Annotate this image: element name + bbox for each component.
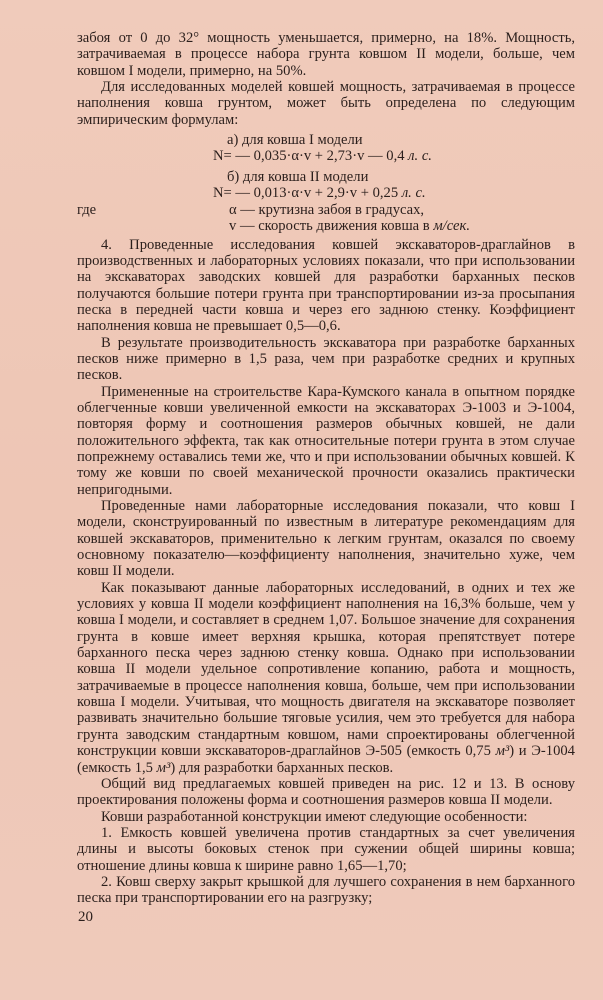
page-number: 20 [78, 909, 93, 925]
paragraph-features-intro: Ковши разработанной конструкции имеют следующие особенности: [101, 808, 528, 825]
formula-b-unit: л. с. [401, 185, 426, 202]
where-v [213, 218, 575, 234]
where-alpha: α — крутизна забоя в градусах, [229, 201, 425, 218]
paragraph-lab-data [77, 580, 575, 776]
where-v-text: v — скорость движения ковша в [229, 218, 430, 235]
formula-b-heading: б) для ковша II модели [227, 168, 369, 185]
unit-m3-b: м³ [156, 759, 171, 776]
paragraph-intro: забоя от 0 до 32° мощность уменьшается, примерно, на 18%. Мощность, затрачиваемая в процессе набора грунта ковшом II модели, больше, чем ковшом I модели, примерно, на 50%. [77, 30, 575, 79]
unit-m3-a: м³ [495, 743, 510, 760]
paragraph-formulas-intro: Для исследованных моделей ковшей мощность, затрачиваемая в процессе наполнения ковша грунтом, может быть определена по следующим эмпирическим формулам: [77, 79, 575, 128]
formula-a-expression: N= — 0,035·α·v + 2,73·v — 0,4 [213, 148, 405, 165]
formula-a-heading: а) для ковша I модели [227, 132, 363, 149]
where-v-unit: м/сек. [433, 218, 470, 235]
paragraph-productivity: В результате производительность экскаватора при разработке барханных песков ниже примерно в 1,5 раза, чем при разработке средних и крупных песков. [77, 334, 575, 384]
formula-b [77, 185, 575, 201]
formula-a [77, 148, 575, 164]
paragraph-figures: Общий вид предлагаемых ковшей приведен на рис. 12 и 13. В основу проектирования положены форма и соотношения размеров ковша II модели. [77, 775, 575, 809]
paragraph-kara-kum: Примененные на строительстве Кара-Кумского канала в опытном порядке облегченные ковши увеличенной емкости на экскаваторах Э-1003 и Э-1004, повторяя форму и соотношения размеров обычных ковшей, не дали положительного эффекта, так как относительные потери грунта в этом случае попрежнему оставались теми же, что и при использовании обычных ковшей. К тому же ковши по своей механической прочности оказались практически непригодными. [77, 383, 575, 498]
paragraph-feature-1: 1. Емкость ковшей увеличена против стандартных за счет увеличения длины и высоты боковых стенок при сужении общей ширины ковша; отношение длины ковша к ширине равно 1,65—1,70; [77, 824, 575, 874]
variable-definitions [77, 202, 575, 235]
paragraph-lab-data-a: Как показывают данные лабораторных исследований, в одних и тех же условиях у ковша II модели коэффициент наполнения на 16,3% больше, чем у ковша I модели, и составляет в среднем 1,07. Большое значение для сохранения грунта в ковше имеет верхняя крышка, которая препятствует потере барханного песка через заднюю стенку ковша. Однако при использовании ковша II модели удельное сопротивление копанию, работа и мощность, затрачиваемые в процессе наполнения ковша, больше, чем при использовании ковша I модели. Учитывая, что мощность двигателя на экскаваторе позволяет развивать значительно большие тяговые усилия, чем это требуется для набора грунта заводским стандартным ковшом, нами спроектированы облегченной конструкции ковши экскаваторов-драглайнов Э-505 (емкость 0,75 [77, 579, 575, 760]
formula-b-expression: N= — 0,013·α·v + 2,9·v + 0,25 [213, 185, 399, 202]
formula-a-unit: л. с. [408, 148, 432, 165]
where-lines [213, 202, 575, 235]
paragraph-4: 4. Проведенные исследования ковшей экскаваторов-драглайнов в производственных и лабораторных условиях показали, что при использовании на экскаваторах заводских ковшей для разработки барханных песков получаются большие потери грунта при транспортировании из-за просыпания песка в передней части ковша и через его заднюю стенку. Коэффициент наполнения ковша не превышает 0,5—0,6. [77, 236, 575, 335]
where-label: где [77, 201, 97, 218]
paragraph-feature-2: 2. Ковш сверху закрыт крышкой для лучшего сохранения в нем барханного песка при транспортировании его на разгрузку; [77, 873, 575, 907]
paragraph-lab-model-1: Проведенные нами лабораторные исследования показали, что ковш I модели, сконструированный по известным в литературе рекомендациям для ковшей экскаваторов, применительно к легким грунтам, оказался по своему основному показателю—коэффициенту наполнения, значительно хуже, чем ковш II модели. [77, 498, 575, 580]
paragraph-lab-data-c: ) для разработки барханных песков. [170, 759, 394, 776]
paragraph-lab-data-b: ) и Э-1004 (емкость 1,5 [77, 743, 575, 776]
